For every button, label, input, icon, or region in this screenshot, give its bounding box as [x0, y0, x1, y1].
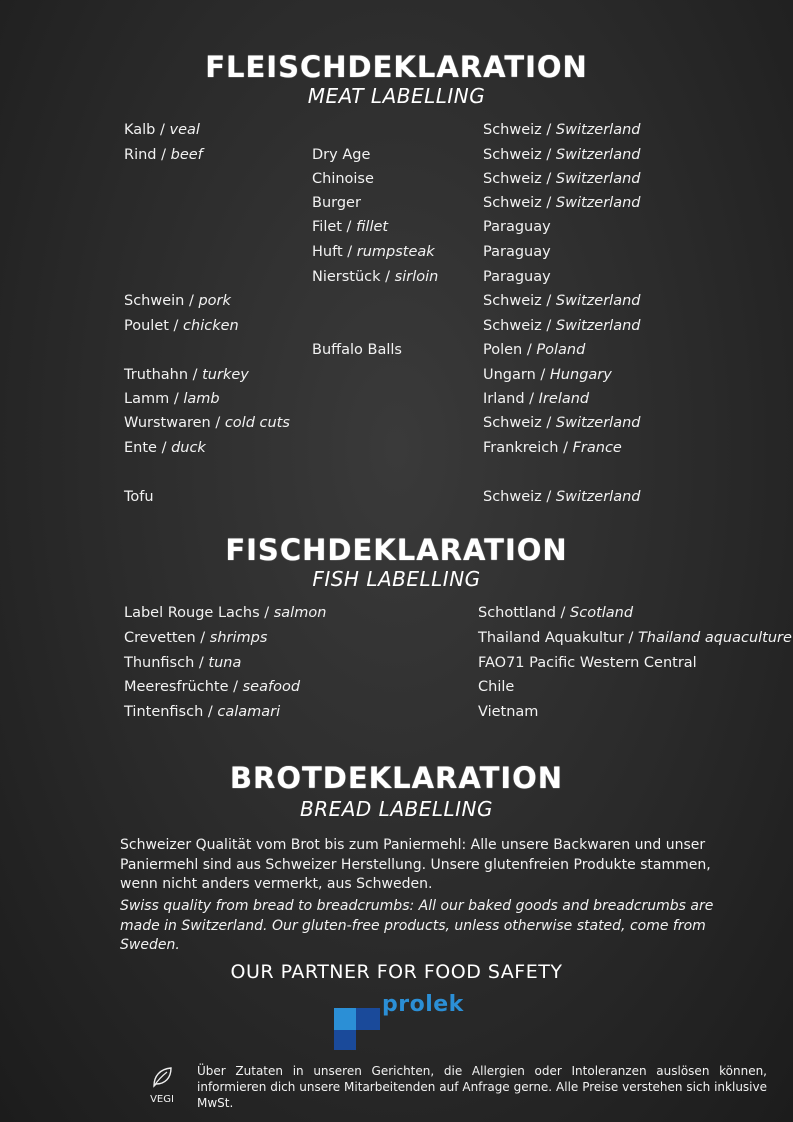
meat-origin-de: Schweiz /: [483, 171, 556, 187]
leaf-icon: [150, 1066, 174, 1088]
meat-origin-en: Switzerland: [555, 171, 641, 187]
meat-cut-de: Dry Age: [312, 147, 371, 163]
fish-product-de: Crevetten /: [124, 630, 210, 646]
meat-origin-en: Switzerland: [555, 122, 641, 138]
fish-subtitle: FISH LABELLING: [312, 567, 481, 591]
meat-product-de: Tofu: [124, 489, 154, 505]
meat-product: [124, 292, 231, 310]
fish-product: [124, 678, 300, 696]
meat-cut-en: fillet: [356, 219, 389, 235]
logo-wordmark: prolek: [382, 992, 464, 1017]
meat-cut: [312, 243, 435, 261]
prolek-logo: [334, 992, 474, 1052]
meat-product: [124, 439, 206, 457]
meat-product-en: lamb: [183, 391, 220, 407]
fish-product-en: seafood: [242, 679, 301, 695]
meat-product-en: turkey: [202, 367, 249, 383]
meat-origin: [483, 243, 551, 261]
meat-product-de: Schwein /: [124, 293, 199, 309]
meat-title: FLEISCHDEKLARATION: [205, 50, 588, 84]
meat-cut-en: rumpsteak: [356, 244, 435, 260]
fish-product-de: Tintenfisch /: [124, 704, 218, 720]
meat-origin: [483, 121, 640, 139]
meat-origin-en: Switzerland: [555, 415, 641, 431]
meat-origin-de: Schweiz /: [483, 122, 556, 138]
meat-product-en: veal: [169, 122, 200, 138]
fish-product: [124, 654, 241, 672]
meat-origin-de: Schweiz /: [483, 489, 556, 505]
fish-product-de: Label Rouge Lachs /: [124, 605, 274, 621]
meat-origin-de: Paraguay: [483, 269, 551, 285]
meat-product: [124, 366, 249, 384]
meat-origin: [483, 146, 640, 164]
meat-origin: [483, 170, 640, 188]
meat-origin-de: Schweiz /: [483, 293, 556, 309]
meat-origin-de: Schweiz /: [483, 415, 556, 431]
meat-origin: [483, 292, 640, 310]
logo-square: [356, 1008, 380, 1030]
meat-origin-de: Ungarn /: [483, 367, 550, 383]
meat-product-de: Rind /: [124, 147, 171, 163]
meat-origin: [483, 317, 640, 335]
fish-origin-de: Chile: [478, 679, 515, 695]
fish-product: [124, 629, 267, 647]
meat-product: [124, 121, 200, 139]
meat-origin: [483, 218, 551, 236]
meat-cut-de: Buffalo Balls: [312, 342, 402, 358]
bread-title: BROTDEKLARATION: [229, 761, 564, 795]
meat-cut-de: Nierstück /: [312, 269, 395, 285]
bread-subtitle: BREAD LABELLING: [299, 797, 494, 821]
meat-product-en: chicken: [183, 318, 239, 334]
bread-text-de: Schweizer Qualität vom Brot bis zum Paniermehl: Alle unsere Backwaren und unser Paniermehl sind aus Schweizer Herstellung. Unsere glutenfreien Produkte stammen, wenn nicht anders vermerkt, aus Schweden.: [120, 837, 711, 892]
fish-origin: [478, 654, 697, 672]
fish-origin: [478, 629, 792, 647]
meat-origin-en: Ireland: [538, 391, 590, 407]
meat-product-en: beef: [170, 147, 203, 163]
meat-product-en: cold cuts: [224, 415, 290, 431]
meat-origin: [483, 439, 622, 457]
meat-cut: [312, 170, 374, 188]
meat-origin: [483, 366, 612, 384]
meat-origin-de: Schweiz /: [483, 318, 556, 334]
meat-subtitle: MEAT LABELLING: [307, 84, 486, 108]
meat-origin-de: Irland /: [483, 391, 539, 407]
meat-origin-de: Paraguay: [483, 244, 551, 260]
meat-product: [124, 488, 154, 506]
fish-origin-de: Vietnam: [478, 704, 539, 720]
meat-cut-de: Filet /: [312, 219, 357, 235]
meat-origin: [483, 488, 640, 506]
meat-cut: [312, 194, 361, 212]
fish-product-en: salmon: [273, 605, 327, 621]
meat-product-de: Lamm /: [124, 391, 184, 407]
meat-product-de: Ente /: [124, 440, 172, 456]
logo-square: [334, 1030, 356, 1050]
fish-product-en: tuna: [208, 655, 242, 671]
vegi-badge: [148, 1066, 176, 1105]
meat-origin-en: Hungary: [549, 367, 612, 383]
logo-square: [334, 1008, 356, 1030]
fish-product: [124, 604, 326, 622]
meat-product-en: pork: [198, 293, 231, 309]
meat-origin: [483, 390, 589, 408]
meat-origin-en: Switzerland: [555, 293, 641, 309]
meat-product: [124, 146, 203, 164]
meat-origin: [483, 341, 585, 359]
fish-origin: [478, 604, 633, 622]
fish-origin: [478, 678, 514, 696]
fish-origin: [478, 703, 538, 721]
meat-cut-de: Burger: [312, 195, 361, 211]
fish-origin-en: Scotland: [570, 605, 634, 621]
meat-origin-en: Poland: [536, 342, 586, 358]
vegi-label: VEGI: [150, 1094, 174, 1105]
fish-product-en: shrimps: [209, 630, 268, 646]
meat-product: [124, 390, 220, 408]
fish-product-de: Thunfisch /: [124, 655, 209, 671]
fish-origin-de: Schottland /: [478, 605, 571, 621]
bread-text-en: Swiss quality from bread to breadcrumbs: All our baked goods and breadcrumbs are made in Switzerland. Our gluten-free products, unless otherwise stated, come from Sweden.: [120, 898, 714, 953]
meat-cut-de: Huft /: [312, 244, 357, 260]
meat-product-de: Truthahn /: [124, 367, 203, 383]
fish-origin-en: Thailand aquaculture: [637, 630, 792, 646]
meat-product-de: Wurstwaren /: [124, 415, 225, 431]
meat-product-en: duck: [171, 440, 206, 456]
meat-origin-en: France: [572, 440, 622, 456]
meat-product: [124, 317, 239, 335]
fish-product: [124, 703, 280, 721]
meat-cut: [312, 218, 388, 236]
meat-cut-de: Chinoise: [312, 171, 374, 187]
meat-origin-en: Switzerland: [555, 318, 641, 334]
allergy-notice: Über Zutaten in unseren Gerichten, die Allergien oder Intoleranzen auslösen können, informieren dich unsere Mitarbeitenden auf Anfrage gerne. Alle Preise verstehen sich inklusive MwSt.: [197, 1064, 767, 1110]
fish-title: FISCHDEKLARATION: [225, 533, 568, 567]
meat-origin: [483, 268, 551, 286]
meat-product-de: Poulet /: [124, 318, 184, 334]
partner-heading: OUR PARTNER FOR FOOD SAFETY: [230, 961, 563, 983]
meat-cut: [312, 341, 402, 359]
meat-origin-en: Switzerland: [555, 489, 641, 505]
fish-product-en: calamari: [217, 704, 281, 720]
meat-origin: [483, 194, 640, 212]
meat-origin-en: Switzerland: [555, 147, 641, 163]
meat-cut: [312, 268, 438, 286]
fish-product-de: Meeresfrüchte /: [124, 679, 243, 695]
meat-origin-de: Polen /: [483, 342, 537, 358]
meat-origin: [483, 414, 640, 432]
meat-product: [124, 414, 290, 432]
meat-origin-de: Frankreich /: [483, 440, 573, 456]
meat-product-de: Kalb /: [124, 122, 170, 138]
fish-origin-de: FAO71 Pacific Western Central: [478, 655, 697, 671]
meat-origin-en: Switzerland: [555, 195, 641, 211]
meat-cut: [312, 146, 370, 164]
meat-cut-en: sirloin: [394, 269, 439, 285]
meat-origin-de: Paraguay: [483, 219, 551, 235]
fish-origin-de: Thailand Aquakultur /: [478, 630, 638, 646]
meat-origin-de: Schweiz /: [483, 195, 556, 211]
meat-origin-de: Schweiz /: [483, 147, 556, 163]
